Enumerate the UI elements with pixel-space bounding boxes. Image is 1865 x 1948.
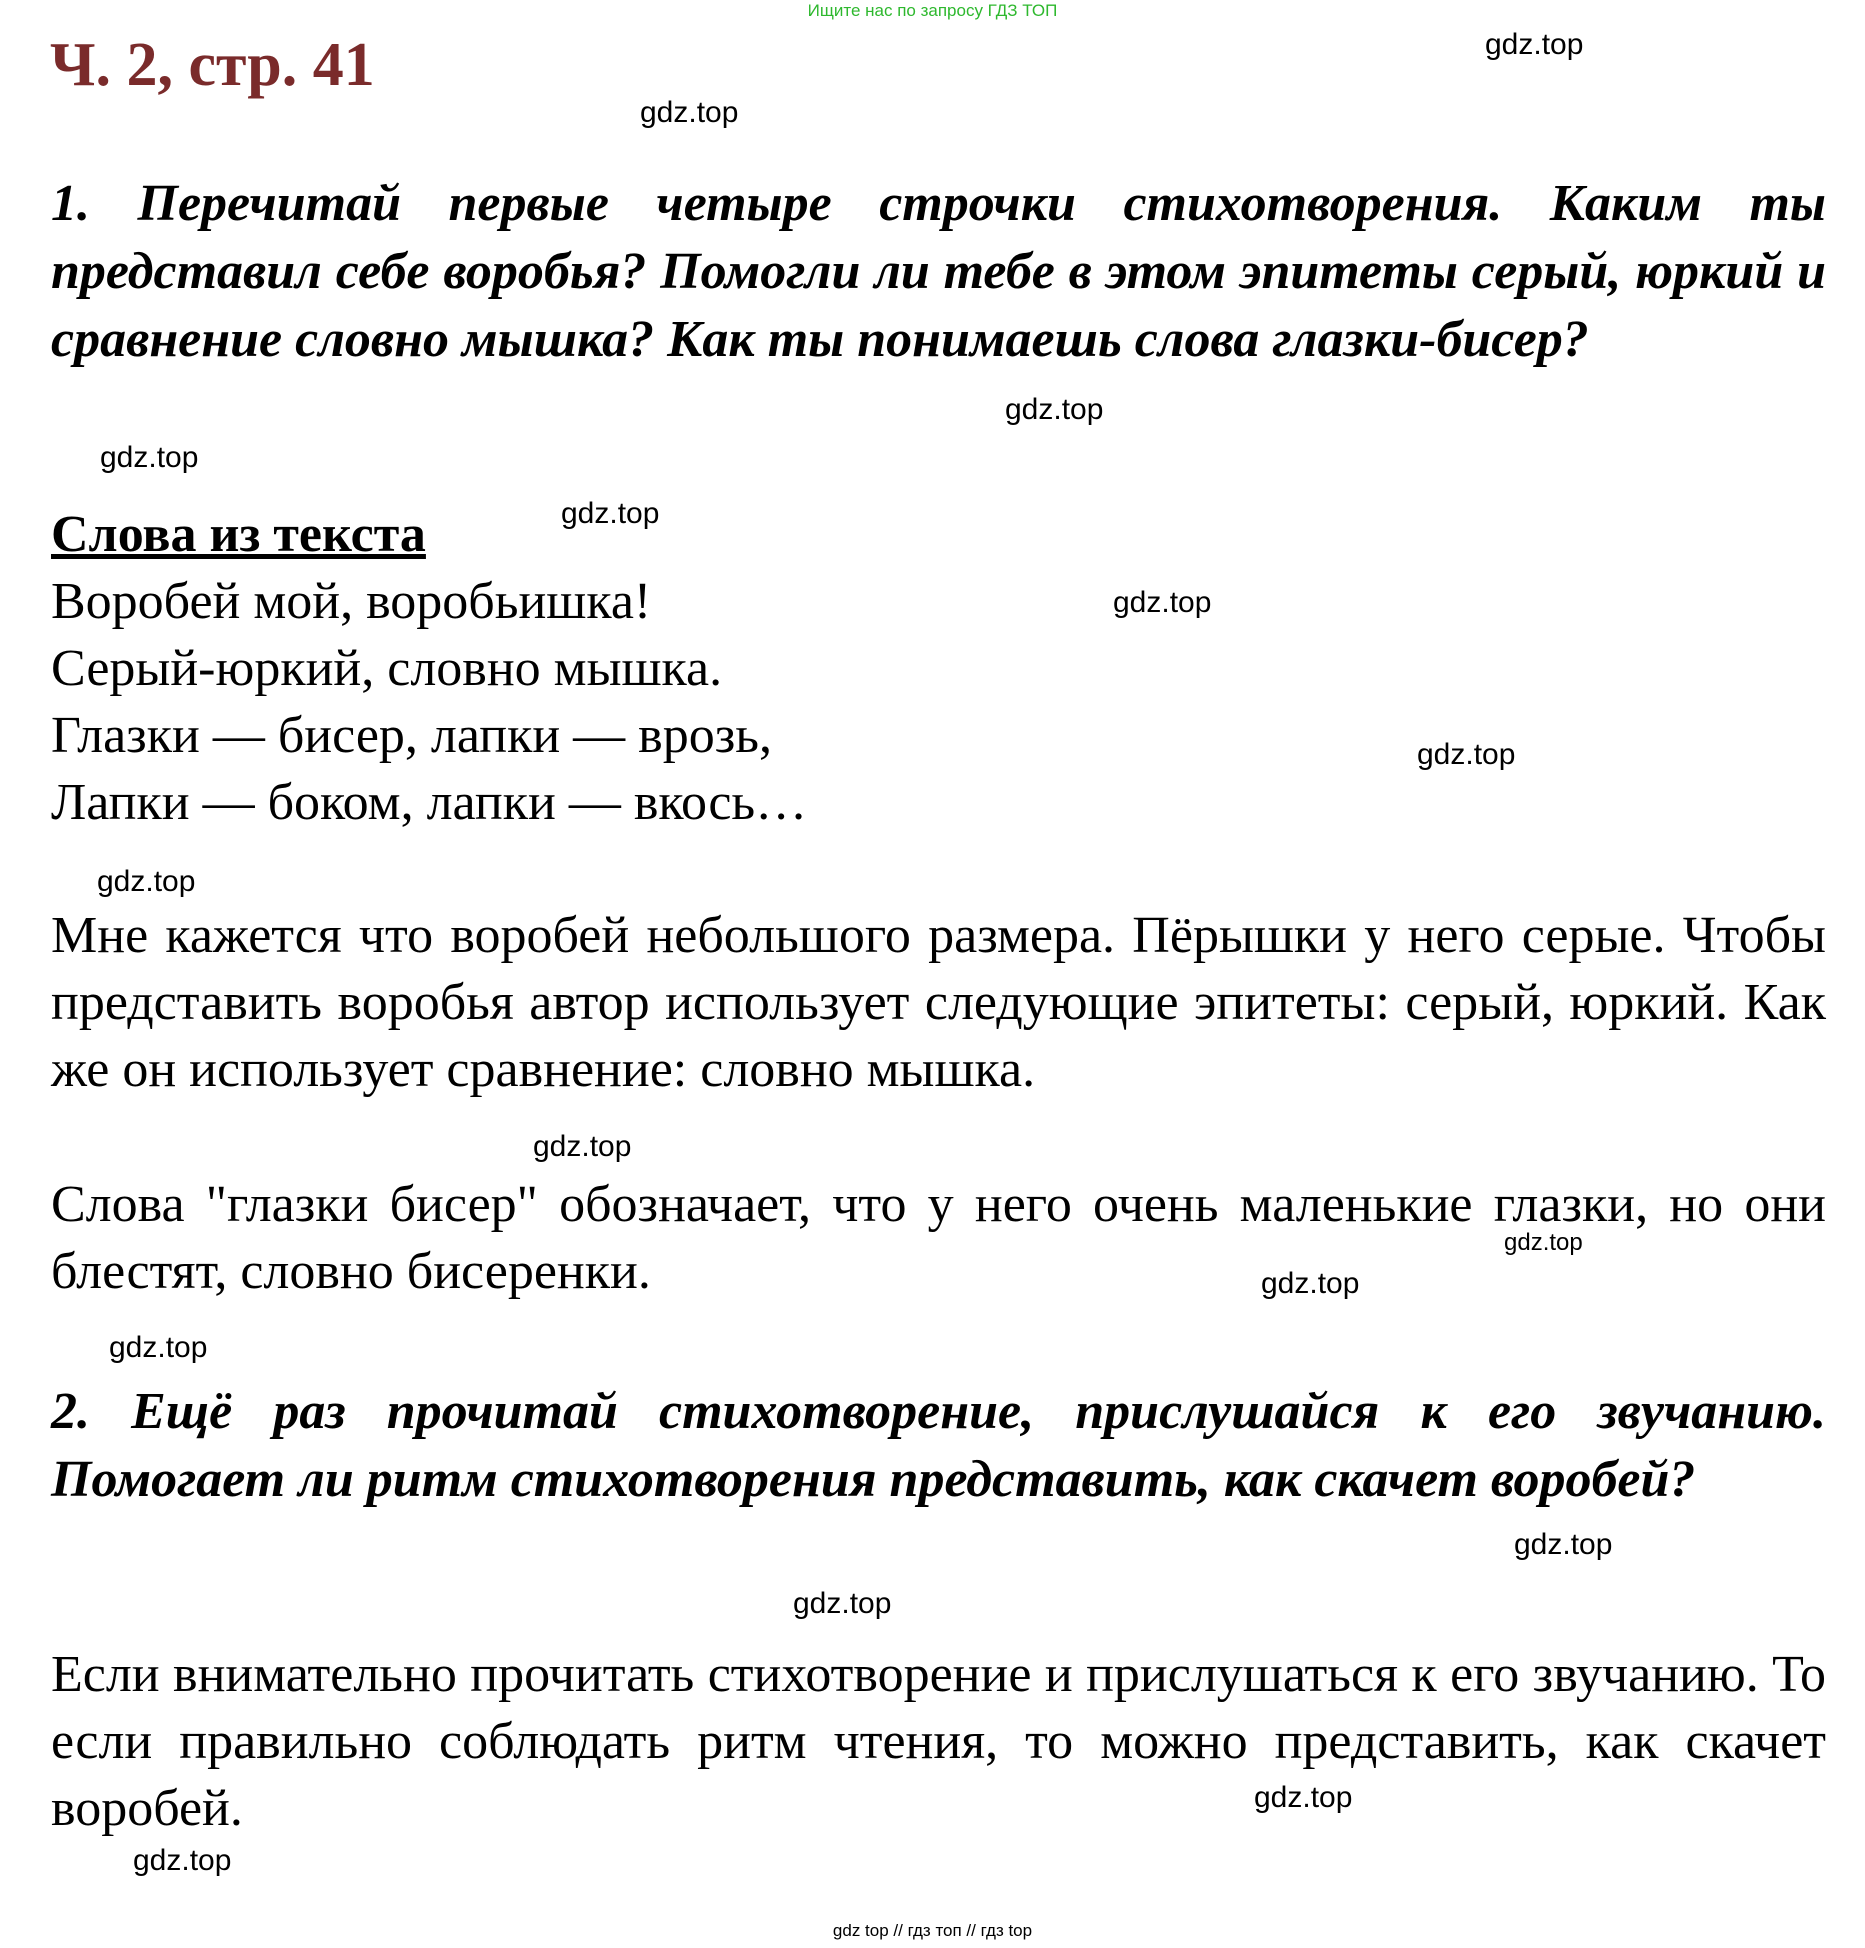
page-title: Ч. 2, стр. 41 xyxy=(50,31,375,99)
watermark: gdz.top xyxy=(1514,1528,1613,1561)
watermark: gdz.top xyxy=(533,1130,632,1163)
top-banner: Ищите нас по запросу ГДЗ ТОП xyxy=(807,1,1058,20)
watermark: gdz.top xyxy=(1005,393,1104,426)
words-from-text-heading: Слова из текста xyxy=(51,506,426,563)
poem-excerpt xyxy=(51,568,1826,836)
watermark: gdz.top xyxy=(793,1587,892,1620)
footer-watermark: gdz top // гдз топ // гдз top xyxy=(832,1921,1033,1940)
poem-line: Лапки — боком, лапки — вкось… xyxy=(51,774,808,831)
watermark: gdz.top xyxy=(97,865,196,898)
watermark: gdz.top xyxy=(640,96,739,129)
watermark: gdz.top xyxy=(109,1331,208,1364)
question-1: 1. Перечитай первые четыре строчки стихотворения. Каким ты представил себе воробья? Помогли ли тебе в этом эпитеты серый, юркий и сравнение словно мышка? Как ты понимаешь слова глазки-бисер? xyxy=(51,175,1826,368)
answer-1-paragraph-2: Слова "глазки бисер" обозначает, что у него очень маленькие глазки, но они блестят, словно бисеренки. xyxy=(51,1176,1826,1300)
poem-line: Серый-юркий, словно мышка. xyxy=(51,640,723,697)
answer-1-paragraph-1: Мне кажется что воробей небольшого размера. Пёрышки у него серые. Чтобы представить воробья автор использует следующие эпитеты: серый, юркий. Как же он использует сравнение: словно мышка. xyxy=(51,907,1826,1098)
poem-line: Воробей мой, воробьишка! xyxy=(51,573,652,630)
watermark: gdz.top xyxy=(100,441,199,474)
answer-2: Если внимательно прочитать стихотворение и прислушаться к его звучанию. То если правильно соблюдать ритм чтения, то можно представить, как скачет воробей. xyxy=(51,1646,1826,1837)
watermark: gdz.top xyxy=(1417,738,1516,771)
watermark: gdz.top xyxy=(133,1844,232,1877)
question-2: 2. Ещё раз прочитай стихотворение, прислушайся к его звучанию. Помогает ли ритм стихотворения представить, как скачет воробей? xyxy=(51,1383,1826,1508)
watermark: gdz.top xyxy=(1113,586,1212,619)
watermark: gdz.top xyxy=(1254,1781,1353,1814)
watermark: gdz.top xyxy=(1485,28,1584,61)
poem-line: Глазки — бисер, лапки — врозь, xyxy=(51,707,772,764)
watermark: gdz.top xyxy=(1504,1229,1583,1256)
watermark: gdz.top xyxy=(1261,1267,1360,1300)
watermark: gdz.top xyxy=(561,497,660,530)
